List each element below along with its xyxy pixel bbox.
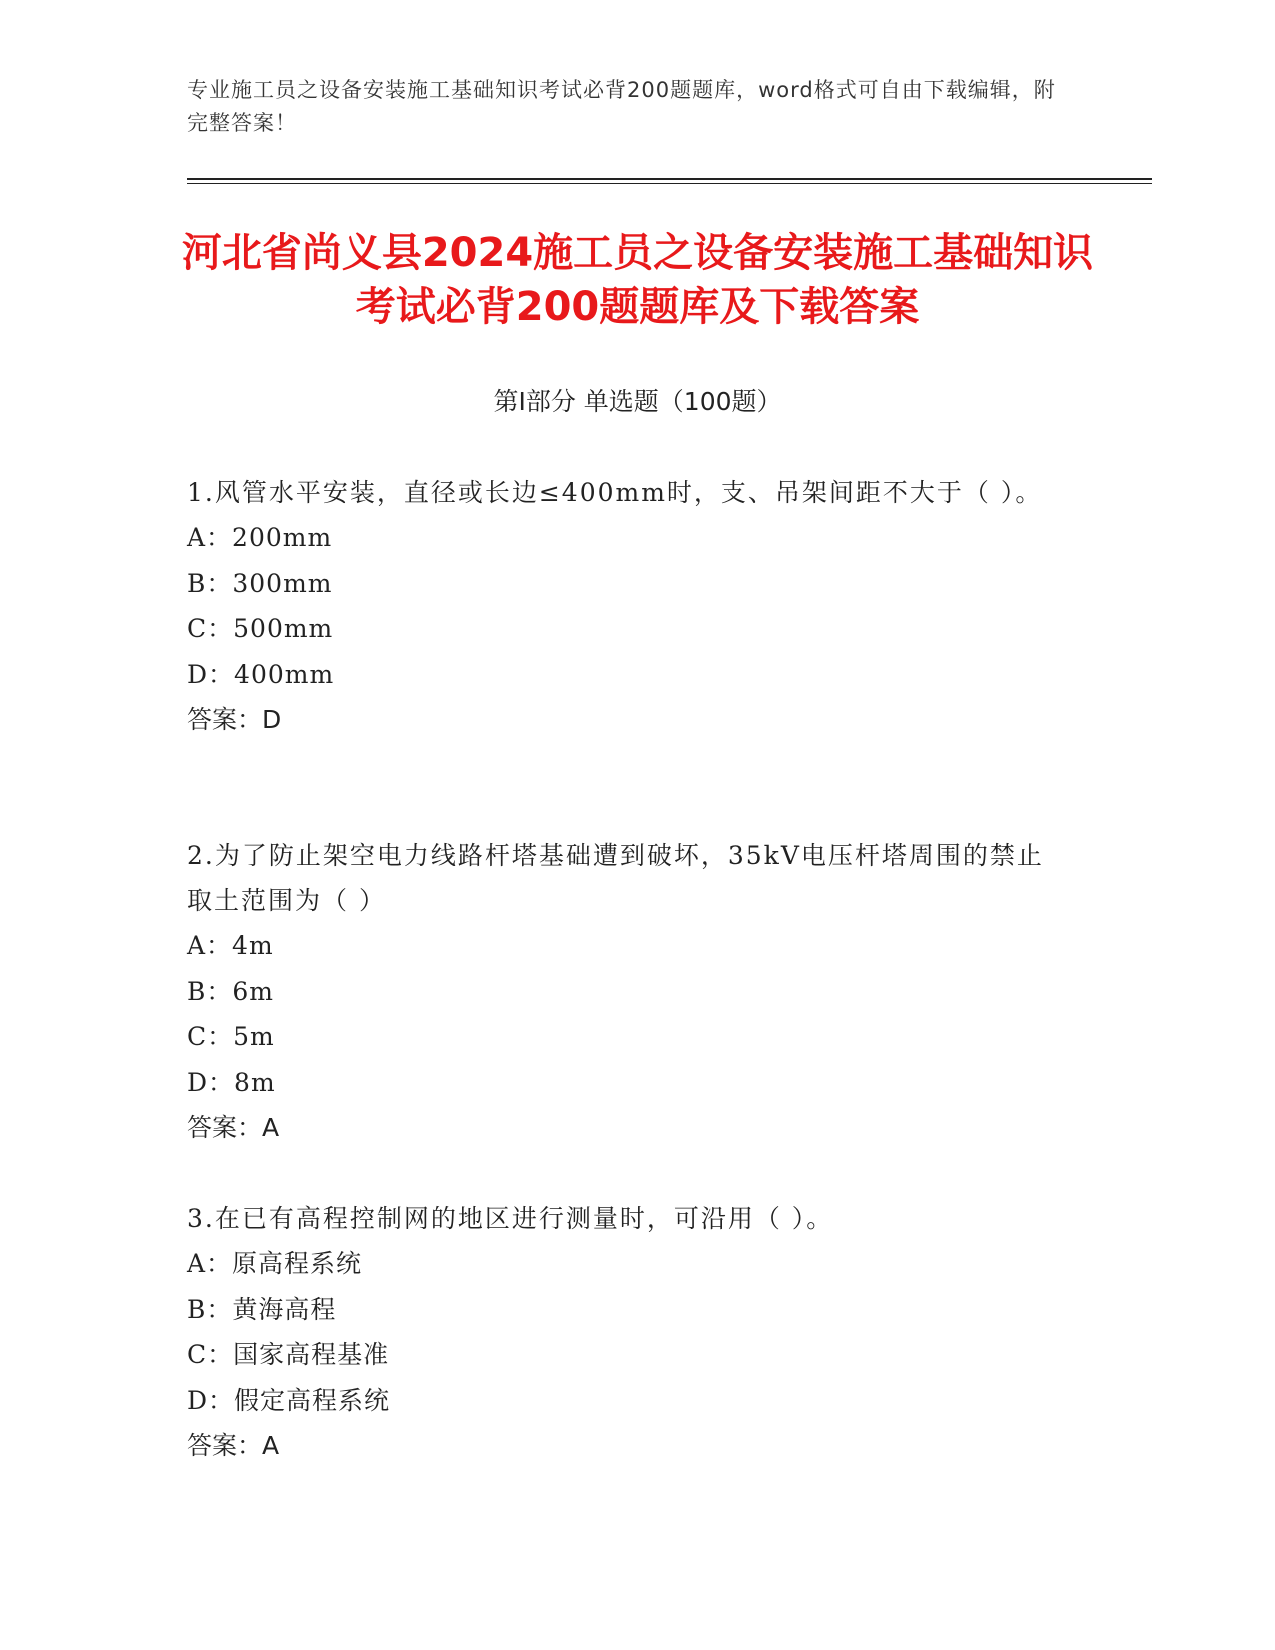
section-title: 第Ⅰ部分 单选题（100题） [493, 387, 782, 416]
question-3 [187, 1196, 1067, 1468]
option-d: D：400mm [187, 659, 335, 689]
header-note: 专业施工员之设备安装施工基础知识考试必背200题题库，word格式可自由下载编辑，附完整答案！ [187, 78, 1056, 135]
question-2 [187, 833, 1067, 1150]
option-a: A：原高程系统 [187, 1249, 363, 1278]
option-d: D：8m [187, 1067, 276, 1097]
header-divider-thick [187, 178, 1152, 180]
option-a: A：4m [187, 931, 274, 960]
option-c: C：500mm [187, 614, 334, 643]
option-b: B：6m [187, 976, 274, 1006]
option-b: B：黄海高程 [187, 1294, 337, 1324]
answer: 答案：A [187, 1113, 280, 1142]
option-b: B：300mm [187, 568, 333, 598]
option-a: A：200mm [187, 523, 333, 552]
question-stem: 3.在已有高程控制网的地区进行测量时，可沿用（ ）。 [187, 1204, 834, 1233]
question-stem: 1.风管水平安装，直径或长边≤400mm时，支、吊架间距不大于（ ）。 [187, 478, 1043, 507]
document-title: 河北省尚义县2024施工员之设备安装施工基础知识考试必背200题题库及下载答案 [181, 230, 1094, 330]
header-divider-thin [187, 183, 1152, 184]
option-d: D：假定高程系统 [187, 1385, 391, 1415]
answer: 答案：D [187, 705, 282, 734]
question-1 [187, 470, 1067, 742]
answer: 答案：A [187, 1431, 280, 1460]
option-c: C：5m [187, 1022, 275, 1051]
option-c: C：国家高程基准 [187, 1340, 390, 1369]
question-stem: 2.为了防止架空电力线路杆塔基础遭到破坏，35kV电压杆塔周围的禁止取土范围为（ ） [187, 841, 1044, 915]
